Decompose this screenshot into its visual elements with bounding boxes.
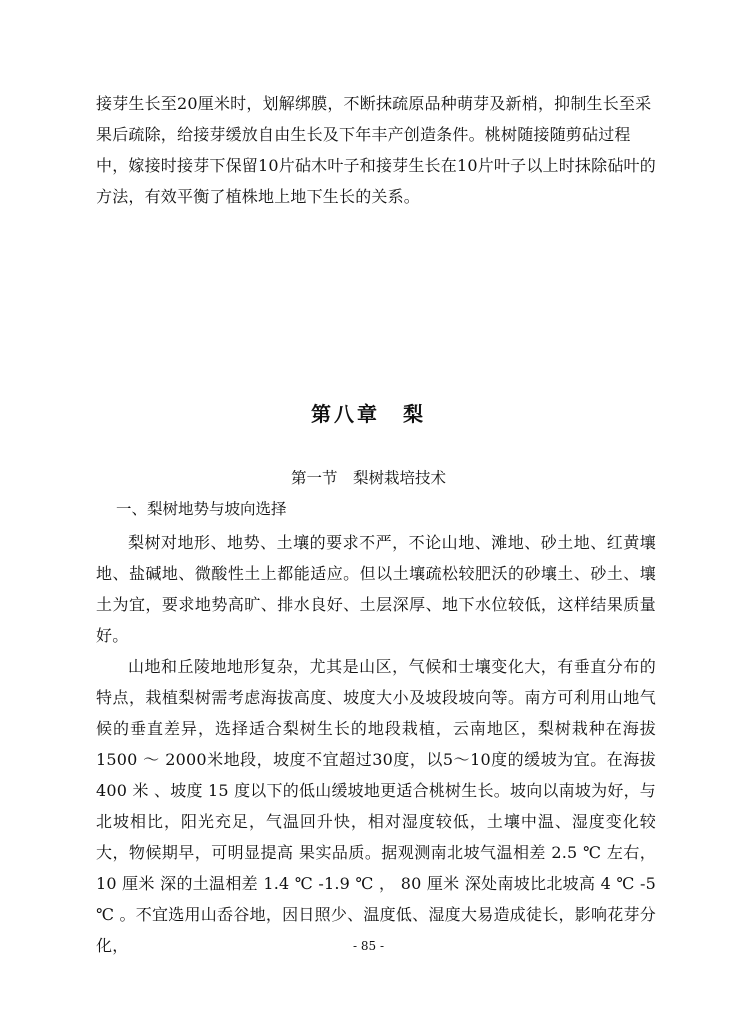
- body-paragraph: 山地和丘陵地地形复杂，尤其是山区，气候和士壤变化大，有垂直分布的特点，栽植梨树需考虑海拔高度、坡度大小及坡段坡向等。南方可利用山地气候的垂直差异，选择适合梨树生长的地段栽植，云南地区，梨树栽种在海拔1500 ～ 2000米地段，坡度不宜超过30度，以5～10度的缓坡为宜。在海拔400 米 、坡度 15 度以下的低山缓坡地更适合桃树生长。坡向以南坡为好，与北坡相比，阳光充足，气温回升快，相对湿度较低，土壤中温、湿度变化较大，物候期早，可明显提高 果实品质。据观测南北坡气温相差 2.5 ℃ 左右， 10 厘米 深的土温相差 1.4 ℃ -1.9 ℃ ， 80 厘米 深处南坡比北坡高 4 ℃ -5 ℃ 。不宜选用山岙谷地，因日照少、温度低、湿度大易造成徒长，影响花芽分化，: [96, 657, 656, 955]
- chapter-title: 第八章 梨: [311, 402, 426, 426]
- body-paragraph: 梨树对地形、地势、土壤的要求不严，不论山地、滩地、砂土地、红黄壤地、盐碱地、微酸性土上都能适应。但以土壤疏松较肥沃的砂壤土、砂土、壤土为宜，要求地势高旷、排水良好、土层深厚、地下水位较低，这样结果质量好。: [96, 533, 656, 645]
- subsection-title: 一、梨树地势与坡向选择: [116, 500, 287, 518]
- page-number: - 85 -: [352, 939, 384, 953]
- body-text: [96, 527, 656, 961]
- intro-paragraph: 接芽生长至20厘米时，划解绑膜，不断抹疏原品种萌芽及新梢，抑制生长至采果后疏除，给接芽缓放自由生长及下年丰产创造条件。桃树随接随剪砧过程中，嫁接时接芽下保留10片砧木叶子和接芽生长在10片叶子以上时抹除砧叶的方法，有效平衡了植株地上地下生长的关系。: [96, 94, 656, 206]
- section-title: 第一节 梨树栽培技术: [290, 469, 446, 487]
- intro-text: [96, 88, 656, 212]
